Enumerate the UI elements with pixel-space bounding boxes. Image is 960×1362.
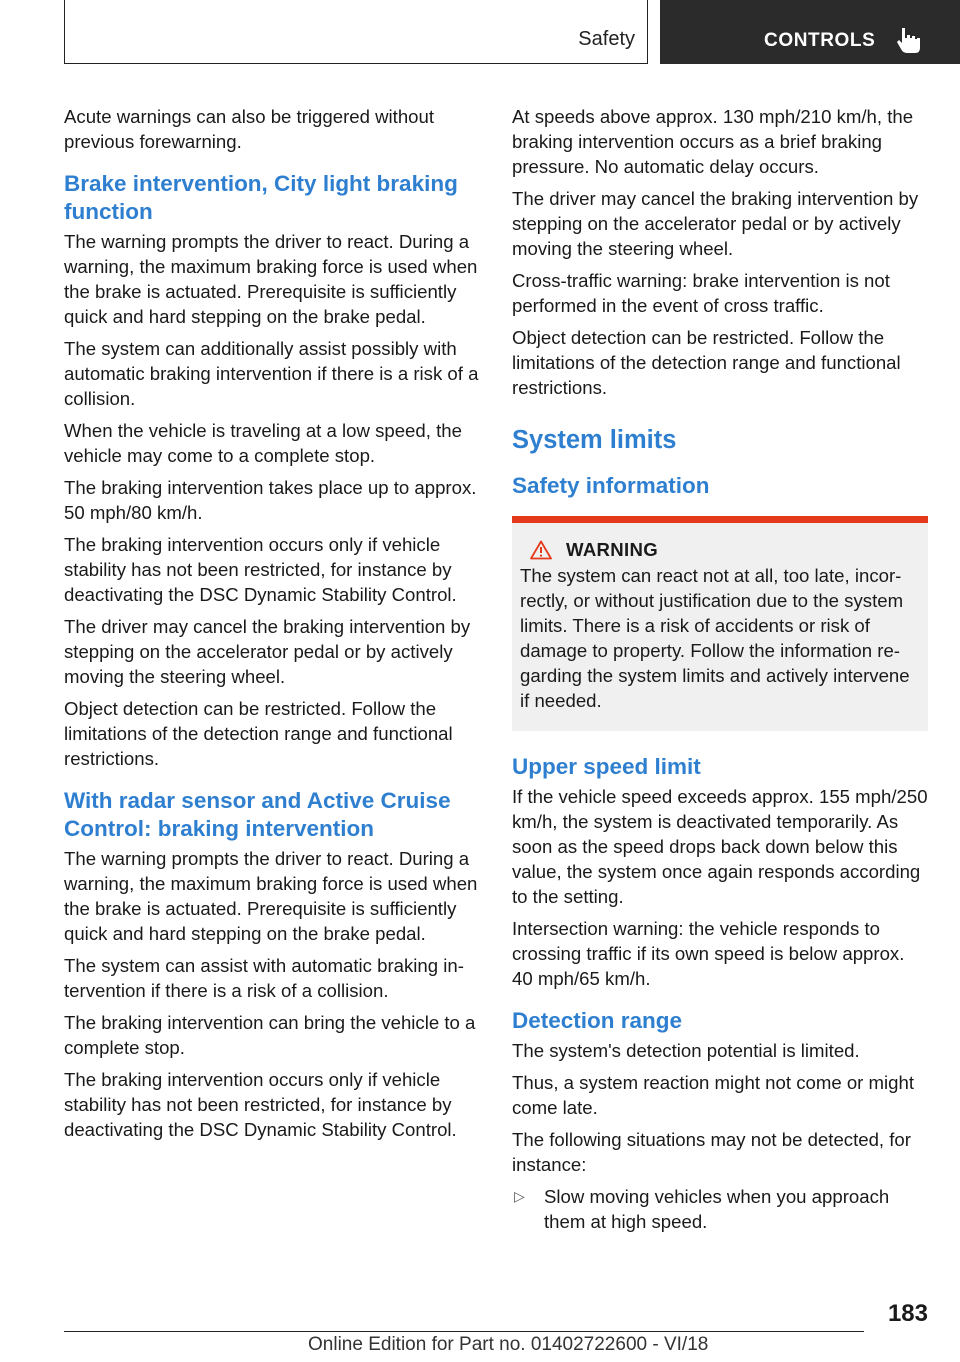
warning-triangle-icon — [530, 540, 552, 560]
paragraph: If the vehicle speed exceeds approx. 155 mph/250 km/h, the system is deactivated temporarily. As soon as the speed drops back down below this value, the system once again responds according to the setting. — [512, 786, 928, 907]
page-number: 183 — [887, 1300, 928, 1327]
section-title: Safety — [578, 28, 635, 50]
paragraph: Object detection can be restricted. Follow the limitations of the detection range and functional restrictions. — [512, 327, 901, 398]
paragraph: The driver may cancel the braking intervention by stepping on the accelerator pedal or by actively moving the steering wheel. — [64, 616, 471, 687]
warning-label: WARNING — [566, 539, 658, 560]
paragraph: The following situations may not be detected, for instance: — [512, 1129, 911, 1175]
paragraph: Acute warnings can also be triggered without previous forewarning. — [64, 106, 435, 152]
paragraph: The warning prompts the driver to react. During a warning, the maximum braking force is used when the brake is actuated. Prerequisite is sufficiently quick and hard stepping on the brake pedal. — [64, 848, 478, 944]
header-section-box — [64, 0, 648, 64]
paragraph: When the vehicle is traveling at a low speed, the vehicle may come to a complete stop. — [64, 420, 462, 466]
heading-detection-range: Detection range — [512, 1008, 683, 1033]
paragraph: The braking intervention occurs only if vehicle stability has not been restricted, for instance by deactivating the DSC Dynamic Stability Control. — [64, 534, 457, 605]
heading-brake-intervention-city: Brake intervention, City light braking function — [64, 171, 458, 224]
paragraph: The driver may cancel the braking intervention by stepping on the accelerator pedal or by actively moving the steering wheel. — [512, 188, 919, 259]
paragraph: The braking intervention takes place up to approx. 50 mph/80 km/h. — [64, 477, 477, 523]
left-column — [64, 104, 480, 1149]
right-column — [512, 104, 928, 1234]
pointing-hand-icon — [896, 26, 922, 54]
paragraph: At speeds above approx. 130 mph/210 km/h, the braking intervention occurs as a brief braking pressure. No automatic delay occurs. — [512, 106, 914, 177]
heading-upper-speed-limit: Upper speed limit — [512, 754, 701, 779]
paragraph: The system's detection potential is limited. — [512, 1040, 860, 1061]
chapter-title: CONTROLS — [764, 30, 876, 51]
paragraph: The warning prompts the driver to react. During a warning, the maximum braking force is used when the brake is actuated. Prerequisite is sufficiently quick and hard stepping on the brake pedal. — [64, 231, 478, 327]
warning-box — [512, 516, 928, 731]
warning-header — [520, 539, 918, 561]
warning-text: The system can react not at all, too late, incorrectly, or without justification due to the system limits. There is a risk of accidents or risk of damage to property. Follow the information regarding the system limits and actively intervene if needed. — [520, 565, 910, 711]
paragraph: Intersection warning: the vehicle responds to crossing traffic if its own speed is below approx. 40 mph/65 km/h. — [512, 918, 905, 989]
heading-radar-acc: With radar sensor and Active Cruise Control: braking intervention — [64, 788, 451, 841]
paragraph: Cross-traffic warning: brake intervention is not performed in the event of cross traffic. — [512, 270, 890, 316]
footer-edition: Online Edition for Part no. 01402722600 - VI/18 — [308, 1334, 709, 1355]
paragraph: The braking intervention occurs only if vehicle stability has not been restricted, for instance by deactivating the DSC Dynamic Stability Control. — [64, 1069, 457, 1140]
paragraph: The braking intervention can bring the vehicle to a complete stop. — [64, 1012, 476, 1058]
header-chapter-box — [660, 0, 960, 64]
paragraph: The system can assist with automatic braking intervention if there is a risk of a collision. — [64, 955, 464, 1001]
triangle-bullet-icon: ▷ — [514, 1188, 525, 1204]
paragraph: The system can additionally assist possibly with automatic braking intervention if there is a risk of a collision. — [64, 338, 479, 409]
footer-divider — [64, 1331, 864, 1332]
list-item — [512, 1184, 928, 1234]
paragraph: Object detection can be restricted. Follow the limitations of the detection range and functional restrictions. — [64, 698, 453, 769]
list-item-text: Slow moving vehicles when you approach them at high speed. — [544, 1186, 890, 1232]
heading-safety-information: Safety information — [512, 473, 710, 498]
paragraph: Thus, a system reaction might not come or might come late. — [512, 1072, 914, 1118]
heading-system-limits: System limits — [512, 426, 677, 454]
